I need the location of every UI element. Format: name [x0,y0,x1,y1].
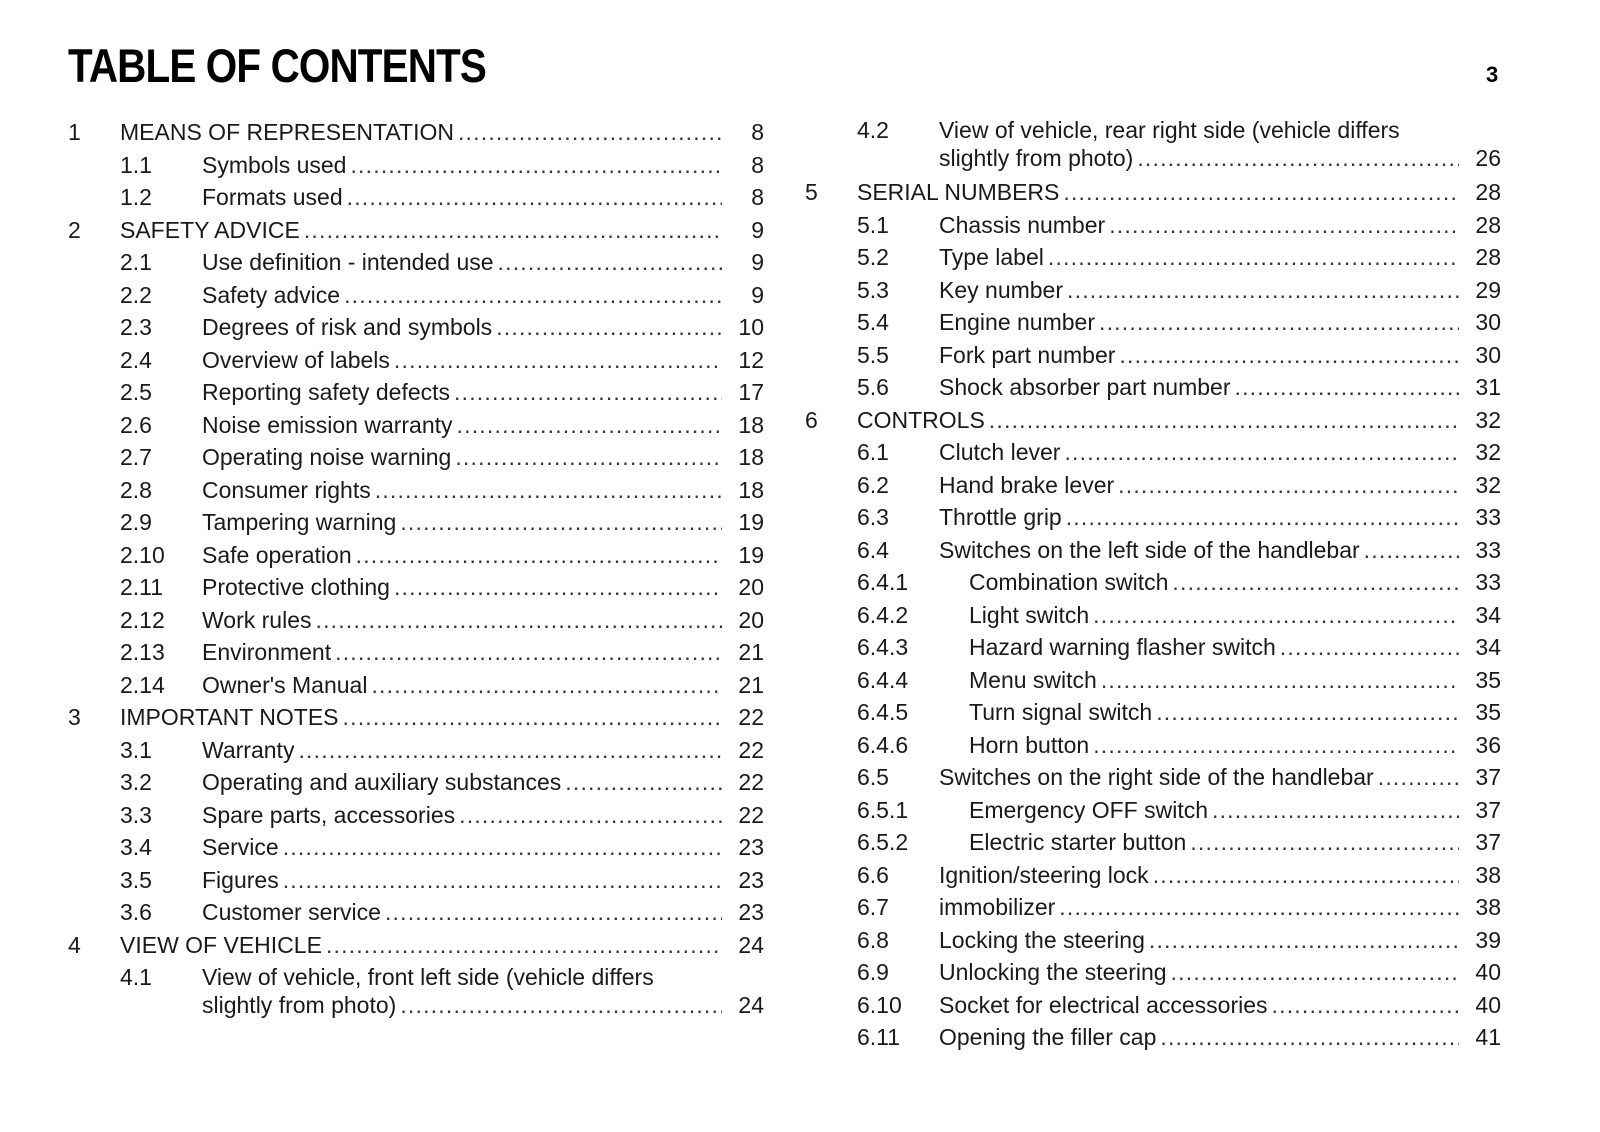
toc-entry[interactable] [805,761,1501,794]
toc-entry-chapter[interactable] [68,214,764,247]
entry-label: Shock absorber part number [939,371,1235,404]
entry-label: Hand brake lever [939,469,1118,502]
entry-label: Hazard warning flasher switch [969,631,1280,664]
entry-page: 18 [738,476,764,503]
entry-number: 5 [805,179,818,205]
dot-leader [1109,209,1459,242]
entry-page: 9 [751,216,764,243]
entry-page: 22 [738,704,764,730]
toc-entry[interactable] [805,469,1501,502]
entry-number: 6.5.1 [857,796,909,823]
dot-leader [498,246,722,279]
toc-entry[interactable] [805,339,1501,372]
dot-leader [1153,859,1459,892]
entry-page: 34 [1475,634,1501,660]
entry-label: Throttle grip [939,501,1066,534]
entry-number: 2.8 [120,476,152,503]
entry-number: 6.4.3 [857,634,909,660]
entry-label: Degrees of risk and symbols [202,311,496,344]
entry-label: Protective clothing [202,571,394,604]
toc-entry[interactable] [68,604,764,637]
entry-number: 6.5.2 [857,829,909,855]
entry-label: Operating noise warning [202,441,455,474]
toc-entry[interactable] [805,1021,1501,1054]
toc-entry[interactable] [805,534,1501,567]
entry-page: 17 [738,379,764,405]
dot-leader [1067,274,1459,307]
toc-entry[interactable] [68,376,764,409]
entry-label: Spare parts, accessories [202,799,459,832]
entry-label: Formats used [202,181,347,214]
toc-entry[interactable] [68,279,764,312]
entry-number: 3.6 [120,899,152,925]
entry-page: 34 [1475,601,1501,628]
entry-label: Safety advice [202,279,344,312]
dot-leader [1048,241,1459,274]
entry-label: Switches on the right side of the handlebar [939,761,1378,794]
toc-left-column [68,116,764,1021]
toc-entry[interactable] [68,669,764,702]
entry-number: 2.6 [120,411,152,438]
toc-right-column [805,114,1501,1054]
entry-page: 21 [738,671,764,698]
entry-label: Locking the steering [939,924,1149,957]
toc-entry-sub[interactable] [805,664,1501,697]
entry-number: 6.7 [857,894,889,920]
dot-leader [335,636,722,669]
entry-page: 28 [1475,179,1501,205]
toc-entry[interactable] [805,501,1501,534]
entry-number: 2.14 [120,671,165,698]
entry-number: 1 [68,119,81,145]
toc-entry[interactable] [68,766,764,799]
entry-page: 37 [1475,829,1501,855]
entry-number: 4 [68,931,81,958]
entry-number: 2.12 [120,606,165,633]
toc-entry-sub[interactable] [805,631,1501,664]
entry-label: SAFETY ADVICE [120,214,304,247]
entry-label: VIEW OF VEHICLE [120,929,326,962]
entry-label: Engine number [939,306,1099,339]
dot-leader [356,539,722,572]
entry-number: 5.5 [857,341,889,368]
dot-leader [1064,436,1459,469]
dot-leader [457,409,722,442]
toc-entry[interactable] [68,961,764,1021]
toc-entry[interactable] [68,571,764,604]
entry-label: Type label [939,241,1048,274]
entry-page: 32 [1475,406,1501,433]
dot-leader [394,344,722,377]
dot-leader [344,279,722,312]
entry-label: CONTROLS [857,404,989,437]
toc-entry-sub[interactable] [805,729,1501,762]
dot-leader [1099,306,1459,339]
dot-leader [1137,142,1459,175]
entry-page: 31 [1475,374,1501,400]
entry-number: 2.4 [120,346,152,373]
entry-number: 2.2 [120,281,152,308]
entry-number: 2.5 [120,379,152,405]
entry-page: 18 [738,411,764,438]
toc-entry[interactable] [68,896,764,929]
entry-label: Work rules [202,604,316,637]
toc-entry[interactable] [68,441,764,474]
toc-entry[interactable] [805,924,1501,957]
dot-leader [455,441,722,474]
entry-label: Warranty [202,734,298,767]
entry-number: 6.4.6 [857,731,909,758]
entry-label-line2: slightly from photo) [202,992,397,1018]
entry-page: 24 [738,992,764,1018]
entry-page: 33 [1475,504,1501,530]
dot-leader [1190,826,1459,859]
entry-label: Ignition/steering lock [939,859,1153,892]
entry-number: 4.2 [857,117,889,143]
entry-number: 3.1 [120,736,152,763]
dot-leader [1063,176,1459,209]
entry-page: 8 [751,151,764,178]
dot-leader [565,766,722,799]
dot-leader [1280,631,1459,664]
entry-number: 6.10 [857,991,902,1018]
dot-leader [1059,891,1459,924]
toc-entry[interactable] [805,114,1501,176]
entry-number: 6.11 [857,1024,901,1050]
entry-number: 6.5 [857,764,889,790]
toc-entry[interactable] [805,891,1501,924]
toc-entry-chapter[interactable] [805,176,1501,209]
dot-leader [350,149,722,182]
entry-number: 6.8 [857,926,889,953]
entry-label: Turn signal switch [969,696,1156,729]
entry-label: Figures [202,864,283,897]
entry-label-line1: View of vehicle, front left side (vehicle differs [202,964,654,990]
entry-label: Emergency OFF switch [969,794,1212,827]
entry-page: 8 [751,119,764,145]
entry-number: 1.2 [120,184,152,210]
entry-page: 23 [738,834,764,860]
dot-leader [1212,794,1459,827]
entry-label: Unlocking the steering [939,956,1171,989]
entry-number: 2.1 [120,249,152,275]
dot-leader [458,116,722,149]
toc-entry[interactable] [68,831,764,864]
dot-leader [454,376,722,409]
entry-number: 3.2 [120,769,152,795]
dot-leader [459,799,722,832]
entry-page: 23 [738,899,764,925]
entry-page: 24 [738,931,764,958]
entry-page: 12 [738,346,764,373]
entry-page: 39 [1475,926,1501,953]
entry-number: 5.6 [857,374,889,400]
dot-leader [394,571,722,604]
dot-leader [1118,469,1459,502]
entry-label: Use definition - intended use [202,246,498,279]
dot-leader [1093,729,1459,762]
dot-leader [400,506,722,539]
toc-entry[interactable] [805,989,1501,1022]
entry-number: 3 [68,704,81,730]
entry-label-line1: View of vehicle, rear right side (vehicle differs [939,117,1400,143]
entry-page: 30 [1475,341,1501,368]
entry-label: Symbols used [202,149,350,182]
toc-entry[interactable] [68,149,764,182]
entry-label: Noise emission warranty [202,409,457,442]
entry-page: 28 [1475,211,1501,238]
entry-page: 9 [751,249,764,275]
entry-page: 37 [1475,764,1501,790]
dot-leader [989,404,1459,437]
entry-page: 18 [738,444,764,470]
entry-page: 22 [738,801,764,828]
entry-number: 6.4.4 [857,666,909,693]
entry-label: Menu switch [969,664,1101,697]
dot-leader [1171,956,1459,989]
entry-number: 3.3 [120,801,152,828]
entry-label: Combination switch [969,566,1172,599]
entry-number: 2 [68,216,81,243]
entry-label: Customer service [202,896,385,929]
entry-page: 28 [1475,244,1501,270]
entry-page: 33 [1475,569,1501,595]
entry-label: IMPORTANT NOTES [120,701,343,734]
entry-page: 32 [1475,471,1501,498]
entry-label-line2: slightly from photo) [939,145,1134,171]
toc-entry-sub[interactable] [805,599,1501,632]
toc-entry[interactable] [68,344,764,377]
entry-page: 19 [738,509,764,535]
page-number: 3 [1486,62,1499,87]
entry-number: 5.1 [857,211,889,238]
toc-entry[interactable] [805,241,1501,274]
entry-page: 35 [1475,699,1501,725]
dot-leader [347,181,722,214]
dot-leader [1364,534,1459,567]
entry-page: 36 [1475,731,1501,758]
toc-entry-sub[interactable] [805,826,1501,859]
toc-entry[interactable] [68,246,764,279]
toc-entry-chapter[interactable] [68,929,764,962]
entry-label: Light switch [969,599,1093,632]
dot-leader [1119,339,1459,372]
entry-label: Tampering warning [202,506,400,539]
entry-number: 6.3 [857,504,889,530]
entry-label: Clutch lever [939,436,1064,469]
toc-entry[interactable] [805,859,1501,892]
dot-leader [1156,696,1459,729]
entry-number: 3.5 [120,866,152,893]
entry-page: 10 [738,314,764,340]
entry-label: Electric starter button [969,826,1190,859]
entry-page: 41 [1475,1024,1501,1050]
entry-label: MEANS OF REPRESENTATION [120,116,458,149]
dot-leader [1272,989,1459,1022]
entry-page: 37 [1475,796,1501,823]
entry-number: 5.3 [857,276,889,303]
entry-page: 38 [1475,861,1501,888]
toc-entry-sub[interactable] [805,566,1501,599]
entry-number: 2.9 [120,509,152,535]
entry-page: 23 [738,866,764,893]
entry-number: 2.11 [120,574,164,600]
dot-leader [283,831,722,864]
entry-page: 40 [1475,991,1501,1018]
dot-leader [298,734,722,767]
entry-number: 6.4 [857,536,889,563]
toc-entry[interactable] [68,864,764,897]
toc-entry[interactable] [805,956,1501,989]
entry-number: 6.4.1 [857,569,909,595]
entry-page: 21 [738,639,764,665]
entry-page: 22 [738,736,764,763]
dot-leader [283,864,722,897]
page-title: TABLE OF CONTENTS [68,39,487,92]
entry-number: 6 [805,406,818,433]
entry-number: 2.7 [120,444,152,470]
toc-entry-chapter[interactable] [68,701,764,734]
entry-page: 8 [751,184,764,210]
entry-number: 6.2 [857,471,889,498]
dot-leader [1101,664,1459,697]
dot-leader [1160,1021,1459,1054]
dot-leader [375,474,722,507]
toc-entry[interactable] [68,474,764,507]
entry-page: 32 [1475,439,1501,465]
dot-leader [316,604,723,637]
entry-page: 35 [1475,666,1501,693]
entry-number: 6.4.2 [857,601,909,628]
entry-number: 6.1 [857,439,889,465]
toc-entry[interactable] [805,371,1501,404]
toc-entry[interactable] [68,506,764,539]
entry-label: Opening the filler cap [939,1021,1160,1054]
entry-label: Operating and auxiliary substances [202,766,565,799]
toc-entry[interactable] [68,409,764,442]
entry-label: Environment [202,636,335,669]
entry-number: 2.13 [120,639,165,665]
entry-label: Reporting safety defects [202,376,454,409]
entry-number: 6.6 [857,861,889,888]
dot-leader [1378,761,1459,794]
entry-label: Switches on the left side of the handlebar [939,534,1364,567]
toc-entry[interactable] [805,209,1501,242]
entry-number: 5.2 [857,244,889,270]
toc-entry-chapter[interactable] [805,404,1501,437]
dot-leader [1066,501,1459,534]
dot-leader [400,989,722,1022]
entry-page: 20 [738,606,764,633]
toc-entry[interactable] [68,311,764,344]
entry-page: 33 [1475,536,1501,563]
entry-number: 5.4 [857,309,889,335]
entry-label: Chassis number [939,209,1109,242]
dot-leader [371,669,722,702]
entry-page: 9 [751,281,764,308]
dot-leader [496,311,722,344]
entry-page: 38 [1475,894,1501,920]
entry-page: 40 [1475,959,1501,985]
entry-label: Fork part number [939,339,1119,372]
entry-label: Owner's Manual [202,669,371,702]
entry-page: 26 [1475,145,1501,171]
dot-leader [1172,566,1459,599]
toc-entry[interactable] [805,274,1501,307]
dot-leader [385,896,722,929]
dot-leader [1093,599,1459,632]
entry-page: 22 [738,769,764,795]
dot-leader [326,929,722,962]
entry-number: 4.1 [120,964,152,990]
toc-entry[interactable] [805,306,1501,339]
entry-number: 2.10 [120,541,165,568]
entry-number: 3.4 [120,834,152,860]
entry-label: Horn button [969,729,1093,762]
toc-entry[interactable] [805,436,1501,469]
entry-page: 19 [738,541,764,568]
entry-label: Socket for electrical accessories [939,989,1272,1022]
entry-page: 29 [1475,276,1501,303]
entry-number: 2.3 [120,314,152,340]
toc-entry[interactable] [68,181,764,214]
toc-entry[interactable] [68,799,764,832]
dot-leader [1149,924,1459,957]
toc-entry-chapter[interactable] [68,116,764,149]
toc-entry-sub[interactable] [805,696,1501,729]
toc-entry[interactable] [68,539,764,572]
dot-leader [343,701,722,734]
entry-label: Safe operation [202,539,356,572]
entry-page: 20 [738,574,764,600]
entry-page: 30 [1475,309,1501,335]
entry-label: Key number [939,274,1067,307]
toc-entry[interactable] [68,636,764,669]
entry-label: Service [202,831,283,864]
entry-label: Consumer rights [202,474,375,507]
entry-number: 1.1 [120,151,152,178]
entry-number: 6.9 [857,959,889,985]
entry-number: 6.4.5 [857,699,909,725]
dot-leader [304,214,722,247]
dot-leader [1235,371,1460,404]
entry-label: SERIAL NUMBERS [857,176,1063,209]
toc-entry[interactable] [68,734,764,767]
toc-entry-sub[interactable] [805,794,1501,827]
entry-label: Overview of labels [202,344,394,377]
entry-label: immobilizer [939,891,1059,924]
